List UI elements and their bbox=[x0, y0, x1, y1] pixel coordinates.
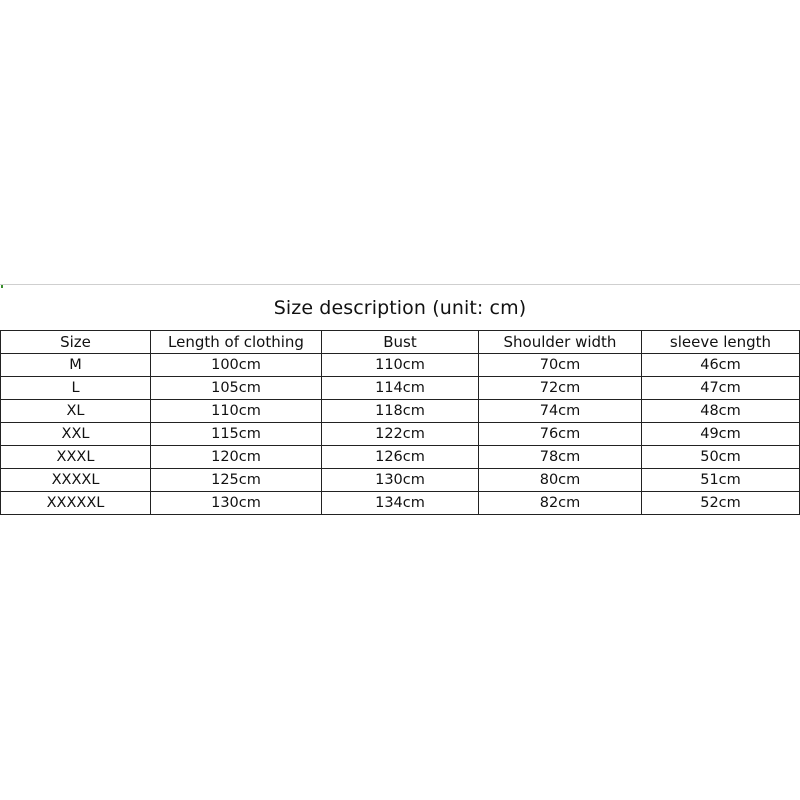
sleeve-cell: 51cm bbox=[642, 469, 800, 492]
size-cell: XXL bbox=[1, 423, 151, 446]
size-cell: L bbox=[1, 377, 151, 400]
header-row bbox=[1, 331, 800, 354]
header-bust: Bust bbox=[322, 331, 479, 354]
header-length-of-clothing: Length of clothing bbox=[151, 331, 322, 354]
shoulder-cell: 76cm bbox=[479, 423, 642, 446]
length-cell: 100cm bbox=[151, 354, 322, 377]
sleeve-cell: 46cm bbox=[642, 354, 800, 377]
bust-cell: 114cm bbox=[322, 377, 479, 400]
table-row bbox=[1, 354, 800, 377]
shoulder-cell: 78cm bbox=[479, 446, 642, 469]
size-cell: XXXL bbox=[1, 446, 151, 469]
size-cell: M bbox=[1, 354, 151, 377]
size-table bbox=[0, 330, 800, 515]
length-cell: 130cm bbox=[151, 492, 322, 515]
bust-cell: 126cm bbox=[322, 446, 479, 469]
bust-cell: 122cm bbox=[322, 423, 479, 446]
length-cell: 110cm bbox=[151, 400, 322, 423]
length-cell: 120cm bbox=[151, 446, 322, 469]
table-row bbox=[1, 446, 800, 469]
bust-cell: 110cm bbox=[322, 354, 479, 377]
shoulder-cell: 70cm bbox=[479, 354, 642, 377]
shoulder-cell: 74cm bbox=[479, 400, 642, 423]
title-bar bbox=[0, 284, 800, 330]
sleeve-cell: 49cm bbox=[642, 423, 800, 446]
sleeve-cell: 48cm bbox=[642, 400, 800, 423]
chart-title: Size description (unit: cm) bbox=[273, 296, 527, 319]
bust-cell: 118cm bbox=[322, 400, 479, 423]
shoulder-cell: 80cm bbox=[479, 469, 642, 492]
sleeve-cell: 52cm bbox=[642, 492, 800, 515]
bust-cell: 134cm bbox=[322, 492, 479, 515]
size-cell: XXXXXL bbox=[1, 492, 151, 515]
shoulder-cell: 72cm bbox=[479, 377, 642, 400]
table-row bbox=[1, 400, 800, 423]
table-row bbox=[1, 423, 800, 446]
size-cell: XXXXL bbox=[1, 469, 151, 492]
length-cell: 105cm bbox=[151, 377, 322, 400]
header-size: Size bbox=[1, 331, 151, 354]
table-row bbox=[1, 492, 800, 515]
header-sleeve-length: sleeve length bbox=[642, 331, 800, 354]
size-chart bbox=[0, 284, 800, 515]
table-row bbox=[1, 377, 800, 400]
table-row bbox=[1, 469, 800, 492]
header-shoulder-width: Shoulder width bbox=[479, 331, 642, 354]
length-cell: 125cm bbox=[151, 469, 322, 492]
sleeve-cell: 50cm bbox=[642, 446, 800, 469]
length-cell: 115cm bbox=[151, 423, 322, 446]
sleeve-cell: 47cm bbox=[642, 377, 800, 400]
shoulder-cell: 82cm bbox=[479, 492, 642, 515]
size-cell: XL bbox=[1, 400, 151, 423]
bust-cell: 130cm bbox=[322, 469, 479, 492]
